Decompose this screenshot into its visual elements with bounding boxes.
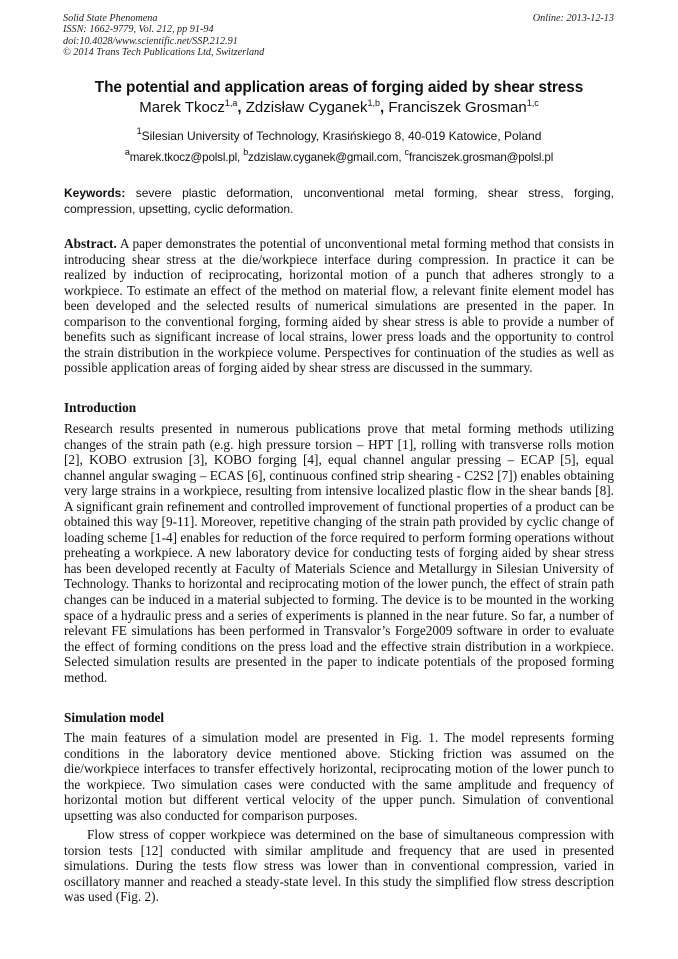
author-separator: , xyxy=(237,99,246,116)
email-mark: c xyxy=(404,147,409,157)
introduction-paragraph: Research results presented in numerous publications prove that metal forming methods utilizing changes of the strain path (e.g. high pressure torsion – HPT [1], rolling with transverse rolls motion [2], KOBO extrusion [3], KOBO forging [4], equal channel angular pressing – ECAP [5], equal channel angular swaging – ECAS [6], continuous confined strip shearing - C2S2 [7]) enables obtaining very large strains in a workpiece, resulting from intensive localized plastic flow in the shear bands [8]. A significant grain refinement and controlled improvement of functional properties of a product can be obtained this way [9-11]. Moreover, repetitive changing of the strain path provided by cyclic change of loading scheme [1-4] enables for reduction of the force required to perform forming operations without preheating a workpiece. A new laboratory device for conducting tests of forging aided by shear stress has been developed recently at Faculty of Materials Science and Metallurgy in Silesian University of Technology. Thanks to horizontal and reciprocating motion of the lower punch, the effect of strain path changes can be induced in a material subjected to forming. The device is to be mounted in the working space of a hydraulic press and a series of experiments is planned in the near future. So far, a number of relevant FE simulations has been performed in Transvalor’s Forge2009 software in order to evaluate the effect of forming conditions on the press load and the effective strain distribution in a workpiece. Selected simulation results are presented in the paper to indicate potentials of the proposed forming method. xyxy=(64,421,614,685)
email-list xyxy=(30,147,648,164)
email-address: franciszek.grosman@polsl.pl xyxy=(408,151,554,164)
author-affil-mark: 1,c xyxy=(526,98,539,108)
simulation-paragraph-1: The main features of a simulation model are presented in Fig. 1. The model represents forming conditions in the laboratory device mentioned above. Sticking friction was assumed on the die/workpiece interfaces to transfer effectively horizontal, reciprocating motion of the lower punch to the workpiece. Two simulation cases were conducted with the same amplitude and frequency of horizontal motion but different vertical velocity of the upper punch. Simulation of conventional upsetting was also conducted for comparison purposes. xyxy=(64,730,614,823)
email-mark: a xyxy=(124,147,130,157)
introduction-heading: Introduction xyxy=(64,400,137,415)
abstract-label: Abstract. xyxy=(64,236,117,251)
author-name: Zdzisław Cyganek xyxy=(245,99,368,116)
email-mark: b xyxy=(243,147,249,157)
author-separator: , xyxy=(379,99,389,116)
author-affil-mark: 1,b xyxy=(367,98,380,108)
author-name: Franciszek Grosman xyxy=(388,99,527,116)
simulation-heading: Simulation model xyxy=(64,710,165,725)
online-date: Online: 2013-12-13 xyxy=(532,13,614,24)
journal-name: Solid State Phenomena xyxy=(63,13,158,24)
issn-line: ISSN: 1662-9779, Vol. 212, pp 91-94 xyxy=(63,24,214,36)
simulation-paragraph-2: Flow stress of copper workpiece was determined on the base of simultaneous compression with torsion tests [12] conducted with similar amplitude and frequency that are used in presented simulations. During the tests flow stress was lower than in conventional compression, varied in oscillatory manner and reached a steady-state level. In this study the simplified flow stress description was used (Fig. 2). xyxy=(64,827,614,905)
paper-title: The potential and application areas of forging aided by shear stress xyxy=(94,79,584,96)
author-affil-mark: 1,a xyxy=(224,98,238,108)
keywords-text: severe plastic deformation, unconventional metal forming, shear stress, forging, compression, upsetting, cyclic deformation. xyxy=(64,186,614,216)
email-address: zdzislaw.cyganek@gmail.com, xyxy=(248,151,405,164)
doi-line: doi:10.4028/www.scientific.net/SSP.212.91 xyxy=(63,35,238,47)
email-address: marek.tkocz@polsl.pl, xyxy=(129,151,244,164)
affiliation xyxy=(30,126,648,143)
author-name: Marek Tkocz xyxy=(139,99,225,116)
copyright-line: © 2014 Trans Tech Publications Ltd, Switzerland xyxy=(63,47,265,59)
journal-header xyxy=(63,13,614,59)
author-list xyxy=(30,99,648,116)
keywords-label: Keywords: xyxy=(64,186,126,200)
abstract-text: A paper demonstrates the potential of unconventional metal forming method that consists in introducing shear stress at the die/workpiece interface during compression. In practice it can be realized by induction of reciprocating, horizontal motion of a punch that adheres strongly to a workpiece. To estimate an effect of the method on material flow, a relevant finite element model has been developed and the selected results of numerical simulations are presented in the paper. In comparison to the conventional forging, forming aided by shear stress is able to provide a number of benefits such as significant increase of local strains, lower press loads and the opportunity to control the strain distribution in the workpiece volume. Perspectives for continuation of the studies as well as possible application areas of forging aided by shear stress are discussed in the summary. xyxy=(64,236,614,376)
affiliation-text: Silesian University of Technology, Krasińskiego 8, 40-019 Katowice, Poland xyxy=(141,129,542,143)
affiliation-mark: 1 xyxy=(136,126,142,136)
keywords xyxy=(64,186,614,217)
abstract xyxy=(64,236,614,376)
